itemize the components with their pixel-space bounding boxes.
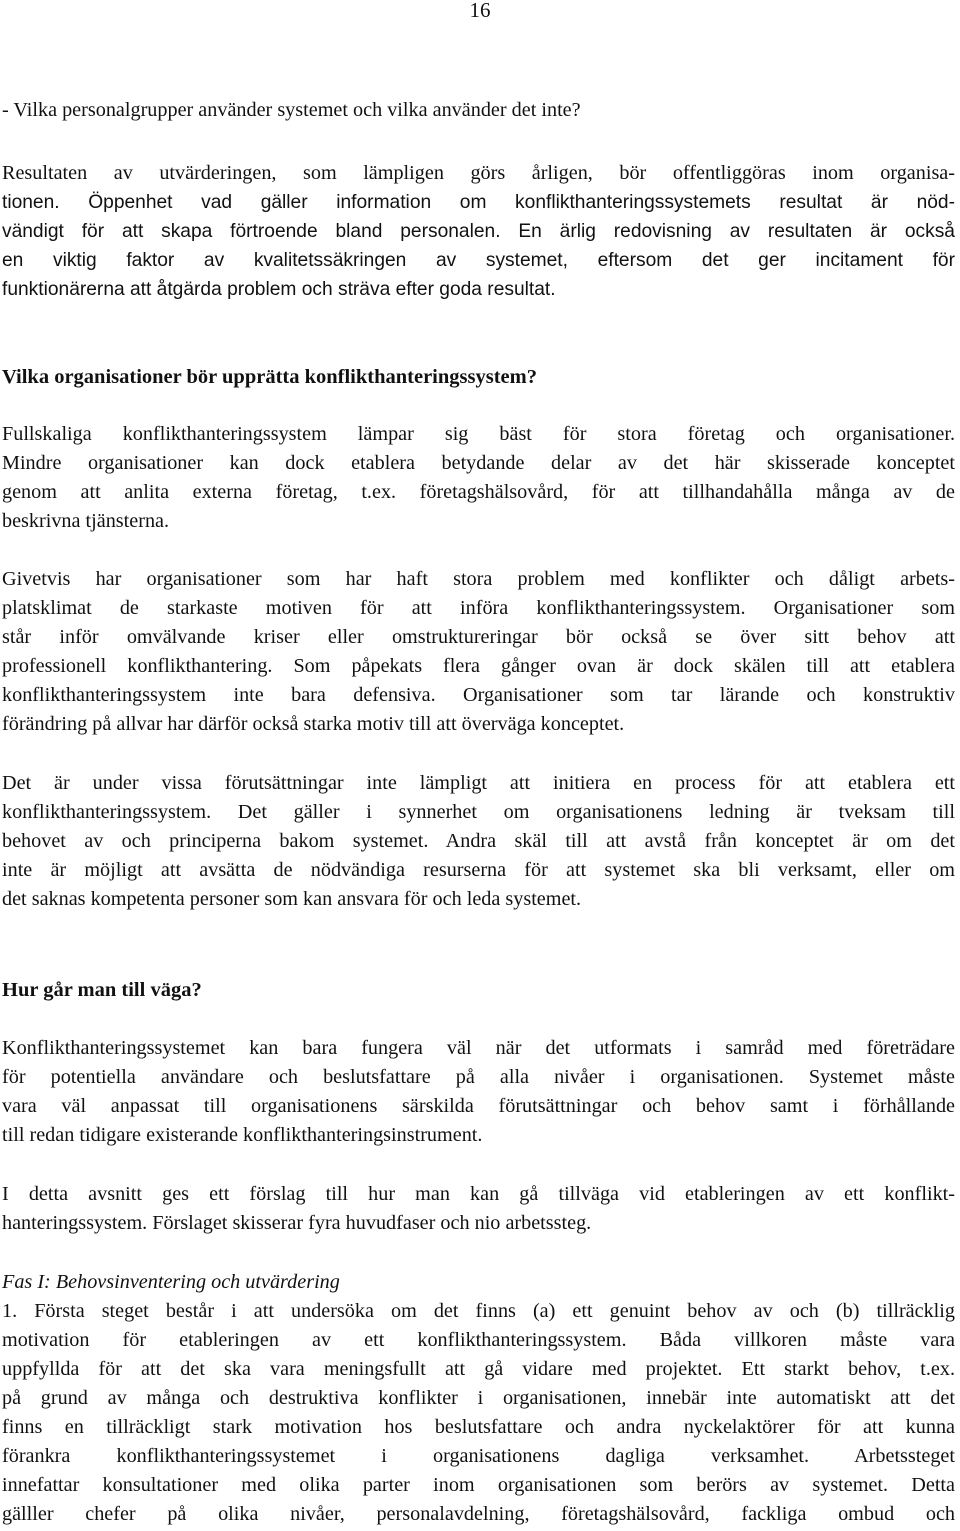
text-line: hanteringssystem. Förslaget skisserar fyra huvudfaser och nio arbetssteg. [2,1212,592,1234]
text-line: Konflikthanteringssystemet kan bara fungera väl när det utformats i samråd med företrädare [2,1037,955,1059]
text-segment: En ärlig redovisning av resultaten är också [518,221,955,242]
text-line: Givetvis har organisationer som har haft stora problem med konflikter och dåligt arbets- [2,568,955,590]
text-line: Det är under vissa förutsättningar inte lämpligt att initiera en process för att etablera ett [2,772,955,794]
text-line: står inför omvälvande kriser eller omstruktureringar bör också se över sitt behov att [2,626,955,648]
text-line: det saknas kompetenta personer som kan ansvara för och leda systemet. [2,888,582,910]
question-line: - Vilka personalgrupper använder systemet och vilka använder det inte? [2,99,581,121]
text-line: I detta avsnitt ges ett förslag till hur man kan gå tillväga vid etableringen av ett konflikt- [2,1183,955,1205]
text-line: motivation för etableringen av ett konflikthanteringssystem. Båda villkoren måste vara [2,1329,955,1351]
text-line: konflikthanteringssystem. Det gäller i synnerhet om organisationens ledning är tveksam till [2,801,955,823]
text-line: Resultaten av utvärderingen, som lämpligen görs årligen, bör offentliggöras inom organisa- [2,162,955,184]
text-line: förankra konflikthanteringssystemet i organisationens dagliga verksamhet. Arbetssteget [2,1445,955,1467]
section-heading: Vilka organisationer bör upprätta konflikthanteringssystem? [2,366,537,388]
results-paragraph [2,159,955,304]
text-line: innefattar konsultationer med olika parter inom organisationen som berörs av systemet. Detta [2,1474,955,1496]
which-orgs-paragraph-2 [2,565,955,739]
text-line: funktionärerna att åtgärda problem och sträva efter goda resultat. [2,279,556,300]
text-line: för potentiella användare och beslutsfattare på alla nivåer i organisationen. Systemet måste [2,1066,955,1088]
text-line: inte är möjligt att avsätta de nödvändiga resurserna för att systemet ska bli verksamt, eller om [2,859,955,881]
text-line: professionell konflikthantering. Som påpekats flera gånger ovan är dock skälen till att etablera [2,655,955,677]
step-1-paragraph [2,1297,955,1529]
text-line: på grund av många och destruktiva konflikter i organisationen, innebär inte automatiskt att det [2,1387,955,1409]
text-line: behovet av och principerna bakom systemet. Andra skäl till att avstå från konceptet är om det [2,830,955,852]
text-line: gälller chefer på olika nivåer, personalavdelning, företagshälsovård, fackliga ombud och [2,1503,955,1525]
how-paragraph-1 [2,1034,955,1150]
text-line [2,217,955,246]
which-orgs-paragraph-3 [2,769,955,914]
text-line: beskrivna tjänsterna. [2,510,170,532]
text-line: till redan tidigare existerande konflikthanteringsinstrument. [2,1124,483,1146]
text-line: vara väl anpassat till organisationens särskilda förutsättningar och behov samt i förhållande [2,1095,955,1117]
text-line: finns en tillräckligt stark motivation hos beslutsfattare och andra nyckelaktörer för att kunna [2,1416,955,1438]
which-orgs-paragraph-1 [2,420,955,536]
text-line: platsklimat de starkaste motiven för att införa konflikthanteringssystem. Organisationer som [2,597,955,619]
text-line: Fullskaliga konflikthanteringssystem lämpar sig bäst för stora företag och organisationer. [2,423,955,445]
section-heading: Hur går man till väga? [2,979,202,1001]
text-line: tionen. Öppenhet vad gäller information om konflikthanteringssystemets resultat är nöd- [2,192,955,213]
text-line: förändring på allvar har därför också starka motiv till att överväga konceptet. [2,713,625,735]
text-line: konflikthanteringssystem inte bara defensiva. Organisationer som tar lärande och konstruktiv [2,684,955,706]
phase-heading: Fas I: Behovsinventering och utvärdering [2,1271,340,1293]
page-number: 16 [469,0,491,22]
text-line: uppfyllda för att det ska vara meningsfullt att gå vidare med projektet. Ett starkt behov, t.ex. [2,1358,955,1380]
text-line: genom att anlita externa företag, t.ex. företagshälsovård, för att tillhandahålla många av de [2,481,955,503]
how-paragraph-2 [2,1180,955,1238]
text-segment: vändigt för att skapa förtroende bland personalen. [2,221,501,242]
text-line: Mindre organisationer kan dock etablera betydande delar av det här skisserade konceptet [2,452,955,474]
text-line: 1. Första steget består i att undersöka om det finns (a) ett genuint behov av och (b) tillräcklig [2,1300,955,1322]
text-line: en viktig faktor av kvalitetssäkringen av systemet, eftersom det ger incitament för [2,250,955,271]
